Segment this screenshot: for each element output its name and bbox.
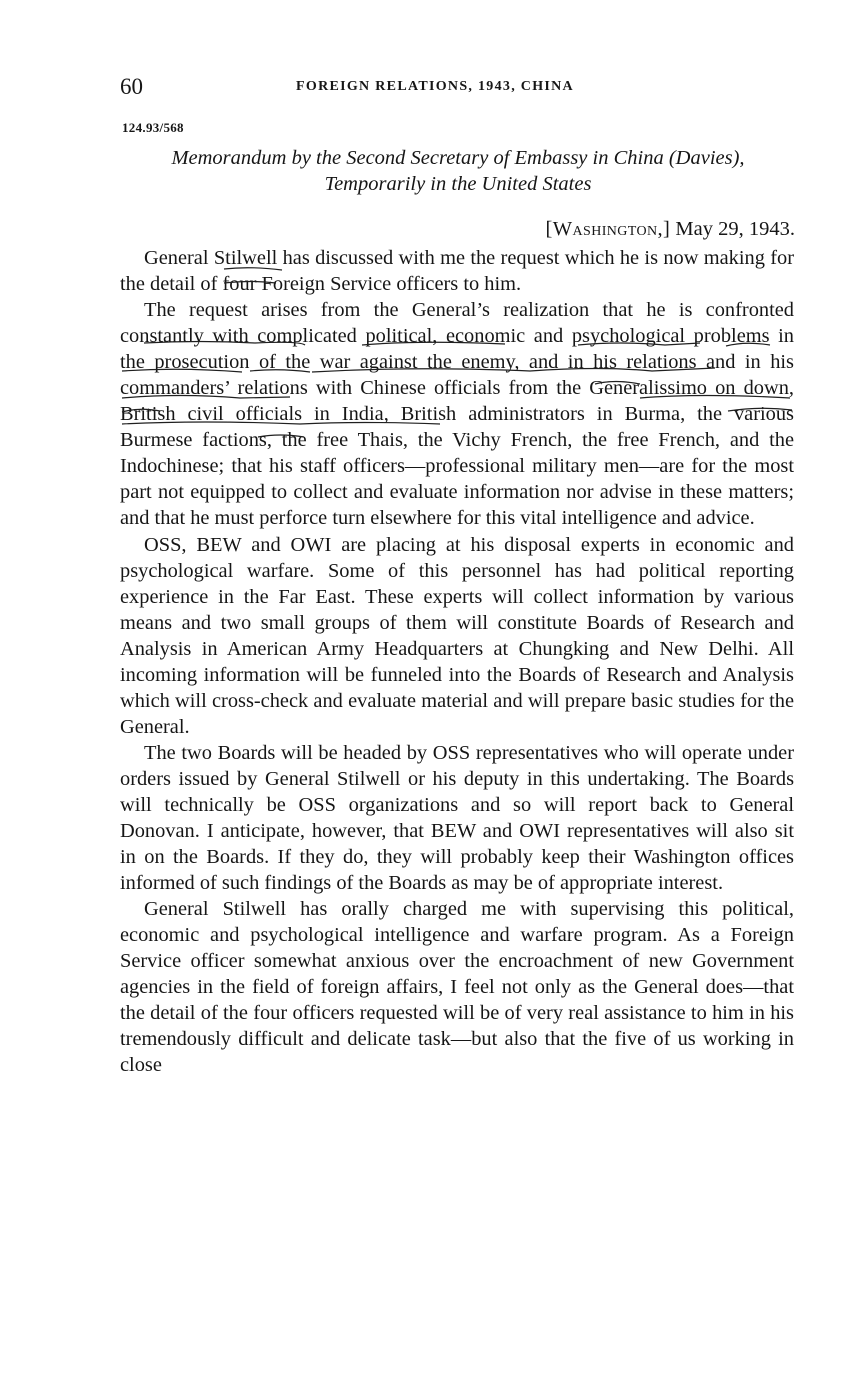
file-number: 124.93/568	[122, 120, 184, 135]
paragraph-4: The two Boards will be headed by OSS representatives who will operate under orders issued by General Stilwell or his deputy in this undertaking. The Boards will technically be OSS organizations and so will report back to General Donovan. I anticipate, however, that BEW and OWI representatives will also sit in on the Boards. If they do, they will probably keep their Washington offices informed of such findings of the Boards as may be of appropriate interest.	[120, 741, 794, 895]
document-title	[118, 145, 798, 197]
running-head-title: FOREIGN RELATIONS, 1943, CHINA	[296, 79, 574, 94]
document-title-line-1: Memorandum by the Second Secretary of Embassy in China (Davies),	[171, 147, 745, 169]
dateline	[546, 216, 795, 242]
paragraph-3: OSS, BEW and OWI are placing at his disposal experts in economic and psychological warfare. Some of this personnel has had political reporting experience in the Far East. These experts will collect information by various means and two small groups of them will constitute Boards of Research and Analysis in American Army Headquarters at Chungking and New Delhi. All incoming information will be funneled into the Boards of Research and Analysis which will cross-check and evaluate material and will prepare basic studies for the General.	[120, 533, 794, 738]
page-number: 60	[120, 74, 143, 99]
memorandum-body	[120, 245, 794, 1079]
dateline-place: [Washington,]	[545, 218, 671, 240]
running-head	[120, 74, 794, 102]
dateline-date: May 29, 1943.	[675, 218, 795, 240]
paragraph-5: General Stilwell has orally charged me with supervising this political, economic and psychological intelligence and warfare program. As a Foreign Service officer somewhat anxious over the encroachment of new Government agencies in the field of foreign affairs, I feel not only as the General does—that the detail of the four officers requested will be of very real assistance to him in his tremendously difficult and delicate task—but also that the five of us working in close	[120, 898, 794, 1077]
document-title-line-2: Temporarily in the United States	[324, 173, 592, 195]
paragraph-2: The request arises from the General’s realization that he is confronted constantly with complicated political, economic and psychological problems in the prosecution of the war against the enemy, and in his relations and in his commanders’ relations with Chinese officials from the Generalissimo on down, British civil officials in India, British administrators in Burma, the various Burmese factions, the free Thais, the Vichy French, the free French, and the Indochinese; that his staff officers—professional military men—are for the most part not equipped to collect and evaluate information nor advise in these matters; and that he must perforce turn elsewhere for this vital intelligence and advice.	[120, 299, 794, 530]
paragraph-1: General Stilwell has discussed with me the request which he is now making for the detail of four Foreign Service officers to him.	[120, 247, 794, 296]
